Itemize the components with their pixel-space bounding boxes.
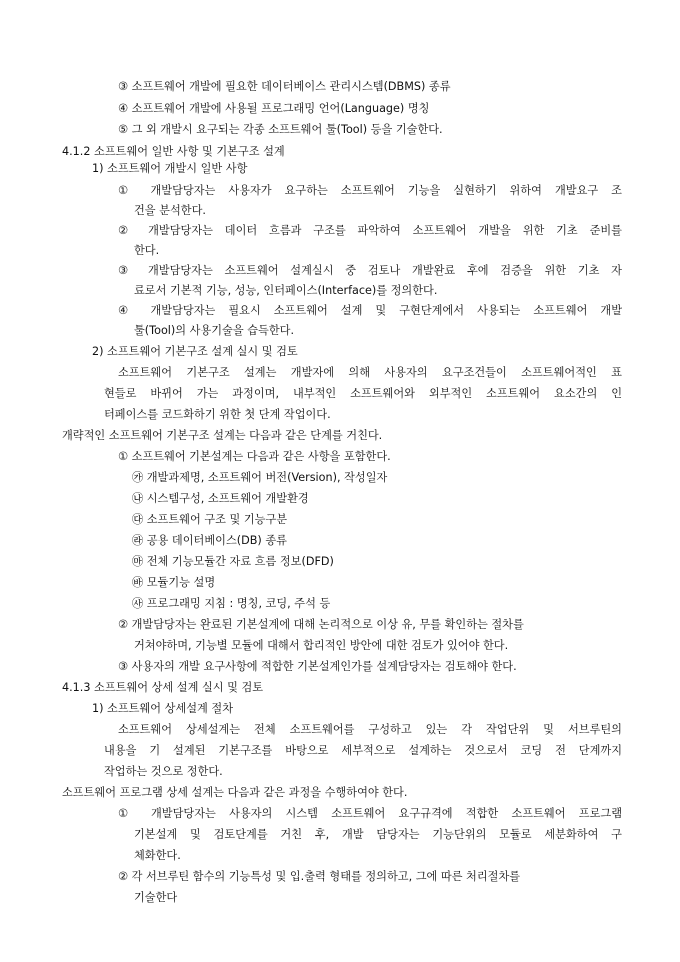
text-line: ④ 소프트웨어 개발에 사용될 프로그래밍 언어(Language) 명칭	[118, 102, 430, 115]
text-line: 소프트웨어 상세설계는 전체 소프트웨어를 구성하고 있는 각 작업단위 및 서브루틴의	[118, 723, 622, 736]
text-line: 소프트웨어 기본구조 설계는 개발자에 의해 사용자의 요구조건들이 소프트웨어적인 표	[118, 366, 622, 379]
text-line: 체화한다.	[134, 849, 181, 862]
text-line: ③ 사용자의 개발 요구사항에 적합한 기본설계인가를 설계담당자는 검토해야 한다.	[118, 660, 517, 673]
text-line: 작업하는 것으로 정한다.	[104, 765, 223, 778]
text-line: ② 각 서브루틴 함수의 기능특성 및 입.출력 형태를 정의하고, 그에 따른 처리절차를	[118, 870, 521, 883]
text-line: ① 개발담당자는 사용자의 시스템 소프트웨어 요구규격에 적합한 소프트웨어 프로그램	[118, 807, 622, 820]
text-line: ④ 개발담당자는 필요시 소프트웨어 설계 및 구현단계에서 사용되는 소프트웨어 개발	[118, 304, 622, 317]
text-line: ㉰ 소프트웨어 구조 및 기능구분	[132, 513, 288, 526]
text-line: ㉳ 모듈기능 설명	[132, 576, 216, 589]
text-line: 1) 소프트웨어 상세설계 절차	[92, 702, 234, 715]
text-line: 4.1.3 소프트웨어 상세 설계 실시 및 검토	[62, 681, 264, 694]
text-line: 1) 소프트웨어 개발시 일반 사항	[92, 162, 248, 175]
text-line: 2) 소프트웨어 기본구조 설계 실시 및 검토	[92, 345, 298, 358]
text-line: ① 개발담당자는 사용자가 요구하는 소프트웨어 기능을 실현하기 위하여 개발요구 조	[118, 184, 622, 197]
text-line: ㉯ 시스템구성, 소프트웨어 개발환경	[132, 492, 309, 505]
text-line: 건을 분석한다.	[134, 204, 206, 217]
text-line: ㉮ 개발과제명, 소프트웨어 버전(Version), 작성일자	[132, 471, 388, 484]
text-line: ㉲ 전체 기능모듈간 자료 흐름 정보(DFD)	[132, 555, 334, 568]
text-line: 소프트웨어 프로그램 상세 설계는 다음과 같은 과정을 수행하여야 한다.	[62, 786, 408, 799]
text-line: ㉱ 공용 데이터베이스(DB) 종류	[132, 534, 287, 547]
text-line: 현들로 바뀌어 가는 과정이며, 내부적인 소프트웨어와 외부적인 소프트웨어 요소간의 인	[104, 387, 622, 400]
text-line: 기본설계 및 검토단계를 거친 후, 개발 담당자는 기능단위의 모듈로 세분화하여 구	[134, 828, 622, 841]
text-line: 툴(Tool)의 사용기술을 습득한다.	[134, 324, 295, 337]
text-line: 터페이스를 코드화하기 위한 첫 단계 작업이다.	[104, 408, 331, 421]
text-line: 내용을 기 설계된 기본구조를 바탕으로 세부적으로 설계하는 것으로서 코딩 전 단계까지	[104, 744, 622, 757]
text-line: ③ 소프트웨어 개발에 필요한 데이터베이스 관리시스템(DBMS) 종류	[118, 80, 451, 93]
text-line: 4.1.2 소프트웨어 일반 사항 및 기본구조 설계	[62, 145, 285, 158]
text-line: 개략적인 소프트웨어 기본구조 설계는 다음과 같은 단계를 거친다.	[62, 429, 383, 442]
text-line: ① 소프트웨어 기본설계는 다음과 같은 사항을 포함한다.	[118, 450, 391, 463]
text-line: 거쳐야하며, 기능별 모듈에 대해서 합리적인 방안에 대한 검토가 있어야 한다.	[134, 639, 509, 652]
text-line: 한다.	[134, 244, 160, 257]
text-line: 료로서 기본적 기능, 성능, 인터페이스(Interface)를 정의한다.	[134, 284, 438, 297]
text-line: ③ 개발담당자는 소프트웨어 설계실시 중 검토나 개발완료 후에 검증을 위한 기초 자	[118, 264, 622, 277]
text-line: ② 개발담당자는 데이터 흐름과 구조를 파악하여 소프트웨어 개발을 위한 기초 준비를	[118, 224, 622, 237]
text-line: ㉴ 프로그래밍 지침 : 명칭, 코딩, 주석 등	[132, 597, 331, 610]
text-line: 기술한다	[134, 891, 178, 904]
text-line: ② 개발담당자는 완료된 기본설계에 대해 논리적으로 이상 유, 무를 확인하는 절차를	[118, 618, 524, 631]
text-line: ⑤ 그 외 개발시 요구되는 각종 소프트웨어 툴(Tool) 등을 기술한다.	[118, 123, 443, 136]
